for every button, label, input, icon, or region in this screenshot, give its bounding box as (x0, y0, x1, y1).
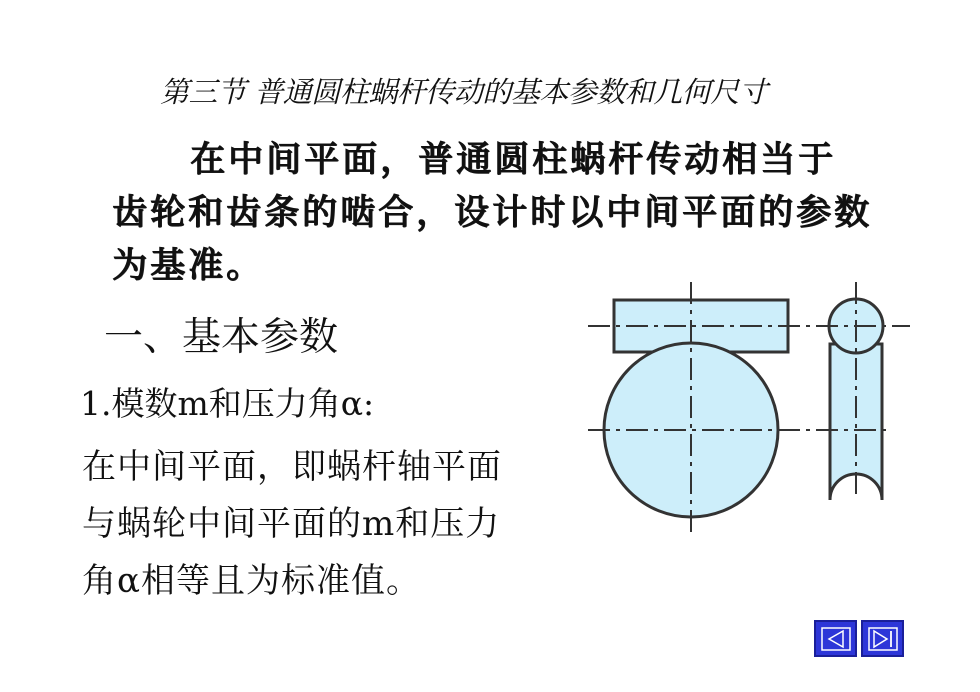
item-text-line: 角α相等且为标准值。 (82, 561, 421, 601)
slide-title: 第三节 普通圆柱蜗杆传动的基本参数和几何尺寸 (160, 75, 768, 109)
triangle-left-icon (821, 627, 851, 651)
triangle-right-end-icon (868, 627, 898, 651)
item-text-line: 在中间平面，即蜗杆轴平面 (82, 447, 502, 487)
worm-gear-diagram (580, 278, 920, 543)
item-title: 1.模数m和压力角α: (80, 384, 375, 423)
section-heading: 一、基本参数 (104, 315, 339, 360)
item-text-line: 与蜗轮中间平面的m和压力 (82, 504, 501, 544)
item-text (82, 439, 592, 610)
prev-slide-button[interactable] (814, 620, 857, 657)
slide-navigation (814, 620, 904, 657)
intro-paragraph: 在中间平面，普通圆柱蜗杆传动相当于齿轮和齿条的啮合，设计时以中间平面的参数为基准。 (112, 139, 873, 286)
next-slide-button[interactable] (861, 620, 904, 657)
